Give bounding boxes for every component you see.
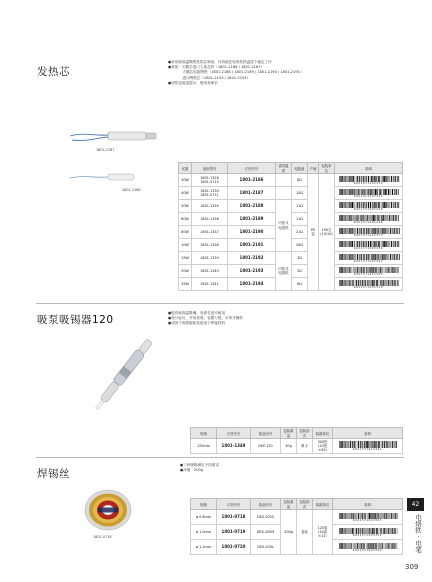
cell-watt: 10W bbox=[179, 239, 192, 252]
heating-core-spec-table bbox=[178, 162, 403, 291]
bullet: 进口陶瓷芯（1801-2193 / 1801-2194） bbox=[168, 75, 251, 80]
barcode-number: 6921371003332 bbox=[352, 533, 383, 537]
section2-bullets bbox=[168, 311, 243, 327]
cell-barcode bbox=[335, 213, 403, 226]
cell-resist: 26Ω bbox=[292, 239, 308, 252]
barcode-number: 6921371001242 bbox=[353, 194, 384, 198]
cell-barcode bbox=[335, 187, 403, 200]
column-header: 条码 bbox=[335, 163, 403, 174]
cell-barcode bbox=[335, 239, 403, 252]
cell-watt: 15W bbox=[179, 252, 192, 265]
column-header: 原品代号 bbox=[251, 428, 281, 439]
cell-code: 1801-0719 bbox=[217, 525, 251, 540]
section-title-desoldering-pump: 吸泵吸锡器120 bbox=[37, 314, 114, 326]
solder-wire-spec-table bbox=[190, 498, 403, 555]
cell-resist: 6Ω bbox=[292, 278, 308, 291]
cell-barcode bbox=[333, 540, 403, 555]
column-header: 条码 bbox=[333, 428, 403, 439]
column-header: 原品代号 bbox=[251, 499, 281, 510]
solder-wire-spool-image bbox=[84, 488, 132, 532]
cell-temp bbox=[276, 187, 292, 200]
cell-barcode bbox=[335, 252, 403, 265]
column-header: 电阻值 bbox=[292, 163, 308, 174]
column-header: 包装重量 bbox=[281, 499, 297, 510]
image-label: 1801-2188 bbox=[122, 188, 141, 192]
column-header: 包装重量 bbox=[281, 428, 297, 439]
barcode-number: 6921371001310 bbox=[353, 285, 384, 289]
column-header: 条码 bbox=[333, 499, 403, 510]
cell-code: 1801-0720 bbox=[217, 540, 251, 555]
barcode-number: 6921371012491 bbox=[352, 448, 383, 451]
barcode-number: 6921371001235 bbox=[353, 181, 384, 185]
cell-watt: 80W bbox=[179, 226, 192, 239]
cell-origin: PE 袋 bbox=[308, 174, 319, 291]
model-number: 1801-1336 bbox=[200, 216, 219, 221]
cell-orig: DEX-200M bbox=[251, 525, 281, 540]
cell-watt: 40W bbox=[179, 187, 192, 200]
cell-barcode bbox=[335, 265, 403, 278]
cell-watt: 30W bbox=[179, 174, 192, 187]
cell-form: 卷装 bbox=[297, 510, 313, 555]
model-number: 1801-0711 bbox=[200, 193, 219, 197]
cell-code: 1801-1349 bbox=[217, 439, 251, 454]
cell-models bbox=[192, 239, 228, 252]
model-number: 1801-1340 bbox=[200, 268, 219, 273]
cell-models bbox=[192, 252, 228, 265]
column-header: 包装单位 bbox=[319, 163, 335, 174]
table-row bbox=[179, 200, 403, 213]
cell-barcode bbox=[335, 174, 403, 187]
cell-models bbox=[192, 174, 228, 187]
model-number: 1801-0710 bbox=[200, 180, 219, 184]
column-header: 瓦数 bbox=[179, 163, 192, 174]
table-row bbox=[179, 187, 403, 200]
column-header: 产地 bbox=[308, 163, 319, 174]
bullet: ●设计轻巧，外形美观，容握力强，可单手操作 bbox=[168, 316, 244, 321]
cell-resist: 8Ω bbox=[292, 174, 308, 187]
cell-watt: 35W bbox=[179, 278, 192, 291]
bullet: ●配有耐高温吸嘴，寿命长更可耐用 bbox=[168, 311, 226, 315]
barcode-number: 6921371001280 bbox=[353, 246, 384, 250]
section-divider bbox=[36, 303, 404, 304]
image-label: 1801-0718 bbox=[93, 535, 112, 539]
section-divider bbox=[36, 457, 404, 458]
cell-pack: 100支 (10/10) bbox=[319, 174, 335, 291]
cell-code: 1801-2190 bbox=[228, 226, 276, 239]
cell-models bbox=[192, 226, 228, 239]
column-header: 包装形式 bbox=[297, 499, 313, 510]
cell-code: 1801-2187 bbox=[228, 187, 276, 200]
heating-core-image bbox=[64, 118, 168, 190]
column-header: 包装形式 bbox=[297, 428, 313, 439]
cell-models bbox=[192, 200, 228, 213]
barcode-number: 6921371003349 bbox=[352, 548, 383, 552]
cell-watt: 50W bbox=[179, 200, 192, 213]
section1-bullets bbox=[168, 60, 304, 86]
table-header-row bbox=[191, 428, 403, 439]
table-row bbox=[179, 174, 403, 187]
cell-code: 1801-0718 bbox=[217, 510, 251, 525]
column-header: 订货代号 bbox=[228, 163, 276, 174]
barcode-number: 6921371001259 bbox=[353, 207, 384, 211]
cell-barcode bbox=[335, 226, 403, 239]
column-header: 规格 bbox=[191, 499, 217, 510]
cell-temp: 内热式 电烙铁 bbox=[276, 200, 292, 252]
model-number: 1801-1341 bbox=[200, 281, 219, 286]
cell-resist: 11Ω bbox=[292, 213, 308, 226]
table-row bbox=[191, 510, 403, 525]
cell-resist: 21Ω bbox=[292, 226, 308, 239]
desoldering-pump-image bbox=[92, 330, 162, 410]
cell-barcode bbox=[333, 525, 403, 540]
cell-resist: 11Ω bbox=[292, 200, 308, 213]
cell-models bbox=[192, 187, 228, 200]
bullet: ●请依包装袋提示，使用寿命长 bbox=[168, 80, 218, 85]
cell-models bbox=[192, 213, 228, 226]
table-header-row bbox=[191, 499, 403, 510]
cell-orig: DEX-200S bbox=[251, 510, 281, 525]
cell-barcode bbox=[333, 510, 403, 525]
barcode-number: 6921371003325 bbox=[352, 518, 383, 522]
column-header: 装箱单位 bbox=[313, 499, 333, 510]
cell-spec: φ 1.2mm bbox=[191, 540, 217, 555]
model-number: 1801-1338 bbox=[200, 242, 219, 247]
cell-weight: 30g bbox=[281, 439, 297, 454]
model-number: 1801-1339 bbox=[200, 255, 219, 260]
cell-temp: 内热式 电烙铁 bbox=[276, 252, 292, 291]
cell-code: 1801-2191 bbox=[228, 239, 276, 252]
table-row bbox=[191, 439, 403, 454]
table-row bbox=[179, 252, 403, 265]
barcode-number: 6921371001266 bbox=[353, 220, 384, 224]
cell-code: 1801-2189 bbox=[228, 213, 276, 226]
cell-unit: 120卷 (10卷×12) bbox=[313, 510, 333, 555]
barcode-number: 6921371001273 bbox=[353, 233, 384, 237]
section-title-heating-core: 发热芯 bbox=[37, 66, 70, 78]
cell-barcode bbox=[335, 278, 403, 291]
cell-models bbox=[192, 278, 228, 291]
page-number: 309 bbox=[405, 563, 419, 571]
side-category-label: 电烙铁 · 电笔 bbox=[414, 514, 422, 553]
cell-orig: DEP-120 bbox=[251, 439, 281, 454]
cell-code: 1801-2194 bbox=[228, 278, 276, 291]
bullet: ●三种规格满足不同需求 bbox=[180, 463, 220, 467]
column-header: 规格 bbox=[191, 428, 217, 439]
cell-orig: DEX-200L bbox=[251, 540, 281, 555]
cell-watt: 20W bbox=[179, 265, 192, 278]
bullet: ●采用耐高温陶瓷发热芯制成，可持续在较高发热温度下稳定工作 bbox=[168, 60, 272, 64]
cell-spec: φ 1.0mm bbox=[191, 525, 217, 540]
cell-code: 1801-2193 bbox=[228, 265, 276, 278]
cell-spec: φ 0.8mm bbox=[191, 510, 217, 525]
bullet: ●适用于电路板和其他电子焊接材料 bbox=[168, 321, 226, 326]
column-header: 装箱单位 bbox=[313, 428, 333, 439]
column-header: 适用型号 bbox=[192, 163, 228, 174]
barcode-icon bbox=[338, 441, 398, 448]
barcode-number: 6921371001303 bbox=[353, 272, 384, 276]
section3-bullets bbox=[180, 463, 219, 473]
cell-resist: 3Ω bbox=[292, 252, 308, 265]
cell-code: 1801-2188 bbox=[228, 200, 276, 213]
model-number: 1801-1337 bbox=[200, 229, 219, 234]
bullet: 天鹅芯电阻陶瓷（1801-2188 / 1801-2189 / 1801-2190 / 1801-2191） bbox=[168, 70, 304, 75]
cell-form: 吸卡 bbox=[297, 439, 313, 454]
cell-models bbox=[192, 265, 228, 278]
cell-barcode bbox=[335, 200, 403, 213]
cell-resist: 5Ω bbox=[292, 265, 308, 278]
barcode-number: 6921371001297 bbox=[353, 259, 384, 263]
bullet: ●材质：天鹅芯进口入选芯材（1801-2186 / 1801-2187） bbox=[168, 65, 265, 70]
barcode-icon bbox=[338, 189, 400, 195]
column-header: 适用温度 bbox=[276, 163, 292, 174]
chapter-tab: 42 bbox=[407, 498, 424, 511]
cell-watt: 60W bbox=[179, 213, 192, 226]
cell-spec: 120mm bbox=[191, 439, 217, 454]
cell-temp bbox=[276, 174, 292, 187]
model-number: 1801-1330 bbox=[200, 188, 219, 193]
section-title-solder-wire: 焊锡丝 bbox=[37, 468, 70, 480]
desoldering-pump-spec-table bbox=[190, 427, 403, 454]
table-header-row bbox=[179, 163, 403, 174]
column-header: 订货代号 bbox=[217, 499, 251, 510]
model-number: 1801-1326 bbox=[200, 175, 219, 180]
cell-code: 1801-2192 bbox=[228, 252, 276, 265]
cell-weight: 200g bbox=[281, 510, 297, 555]
cell-barcode bbox=[333, 439, 403, 454]
cell-code: 1801-2186 bbox=[228, 174, 276, 187]
model-number: 1801-1335 bbox=[200, 203, 219, 208]
column-header: 订货代号 bbox=[217, 428, 251, 439]
cell-unit: 300把 (10把×30) bbox=[313, 439, 333, 454]
bullet: ●净重：200g bbox=[180, 468, 204, 473]
cell-resist: 10Ω bbox=[292, 187, 308, 200]
image-label: 1801-2187 bbox=[96, 148, 115, 152]
